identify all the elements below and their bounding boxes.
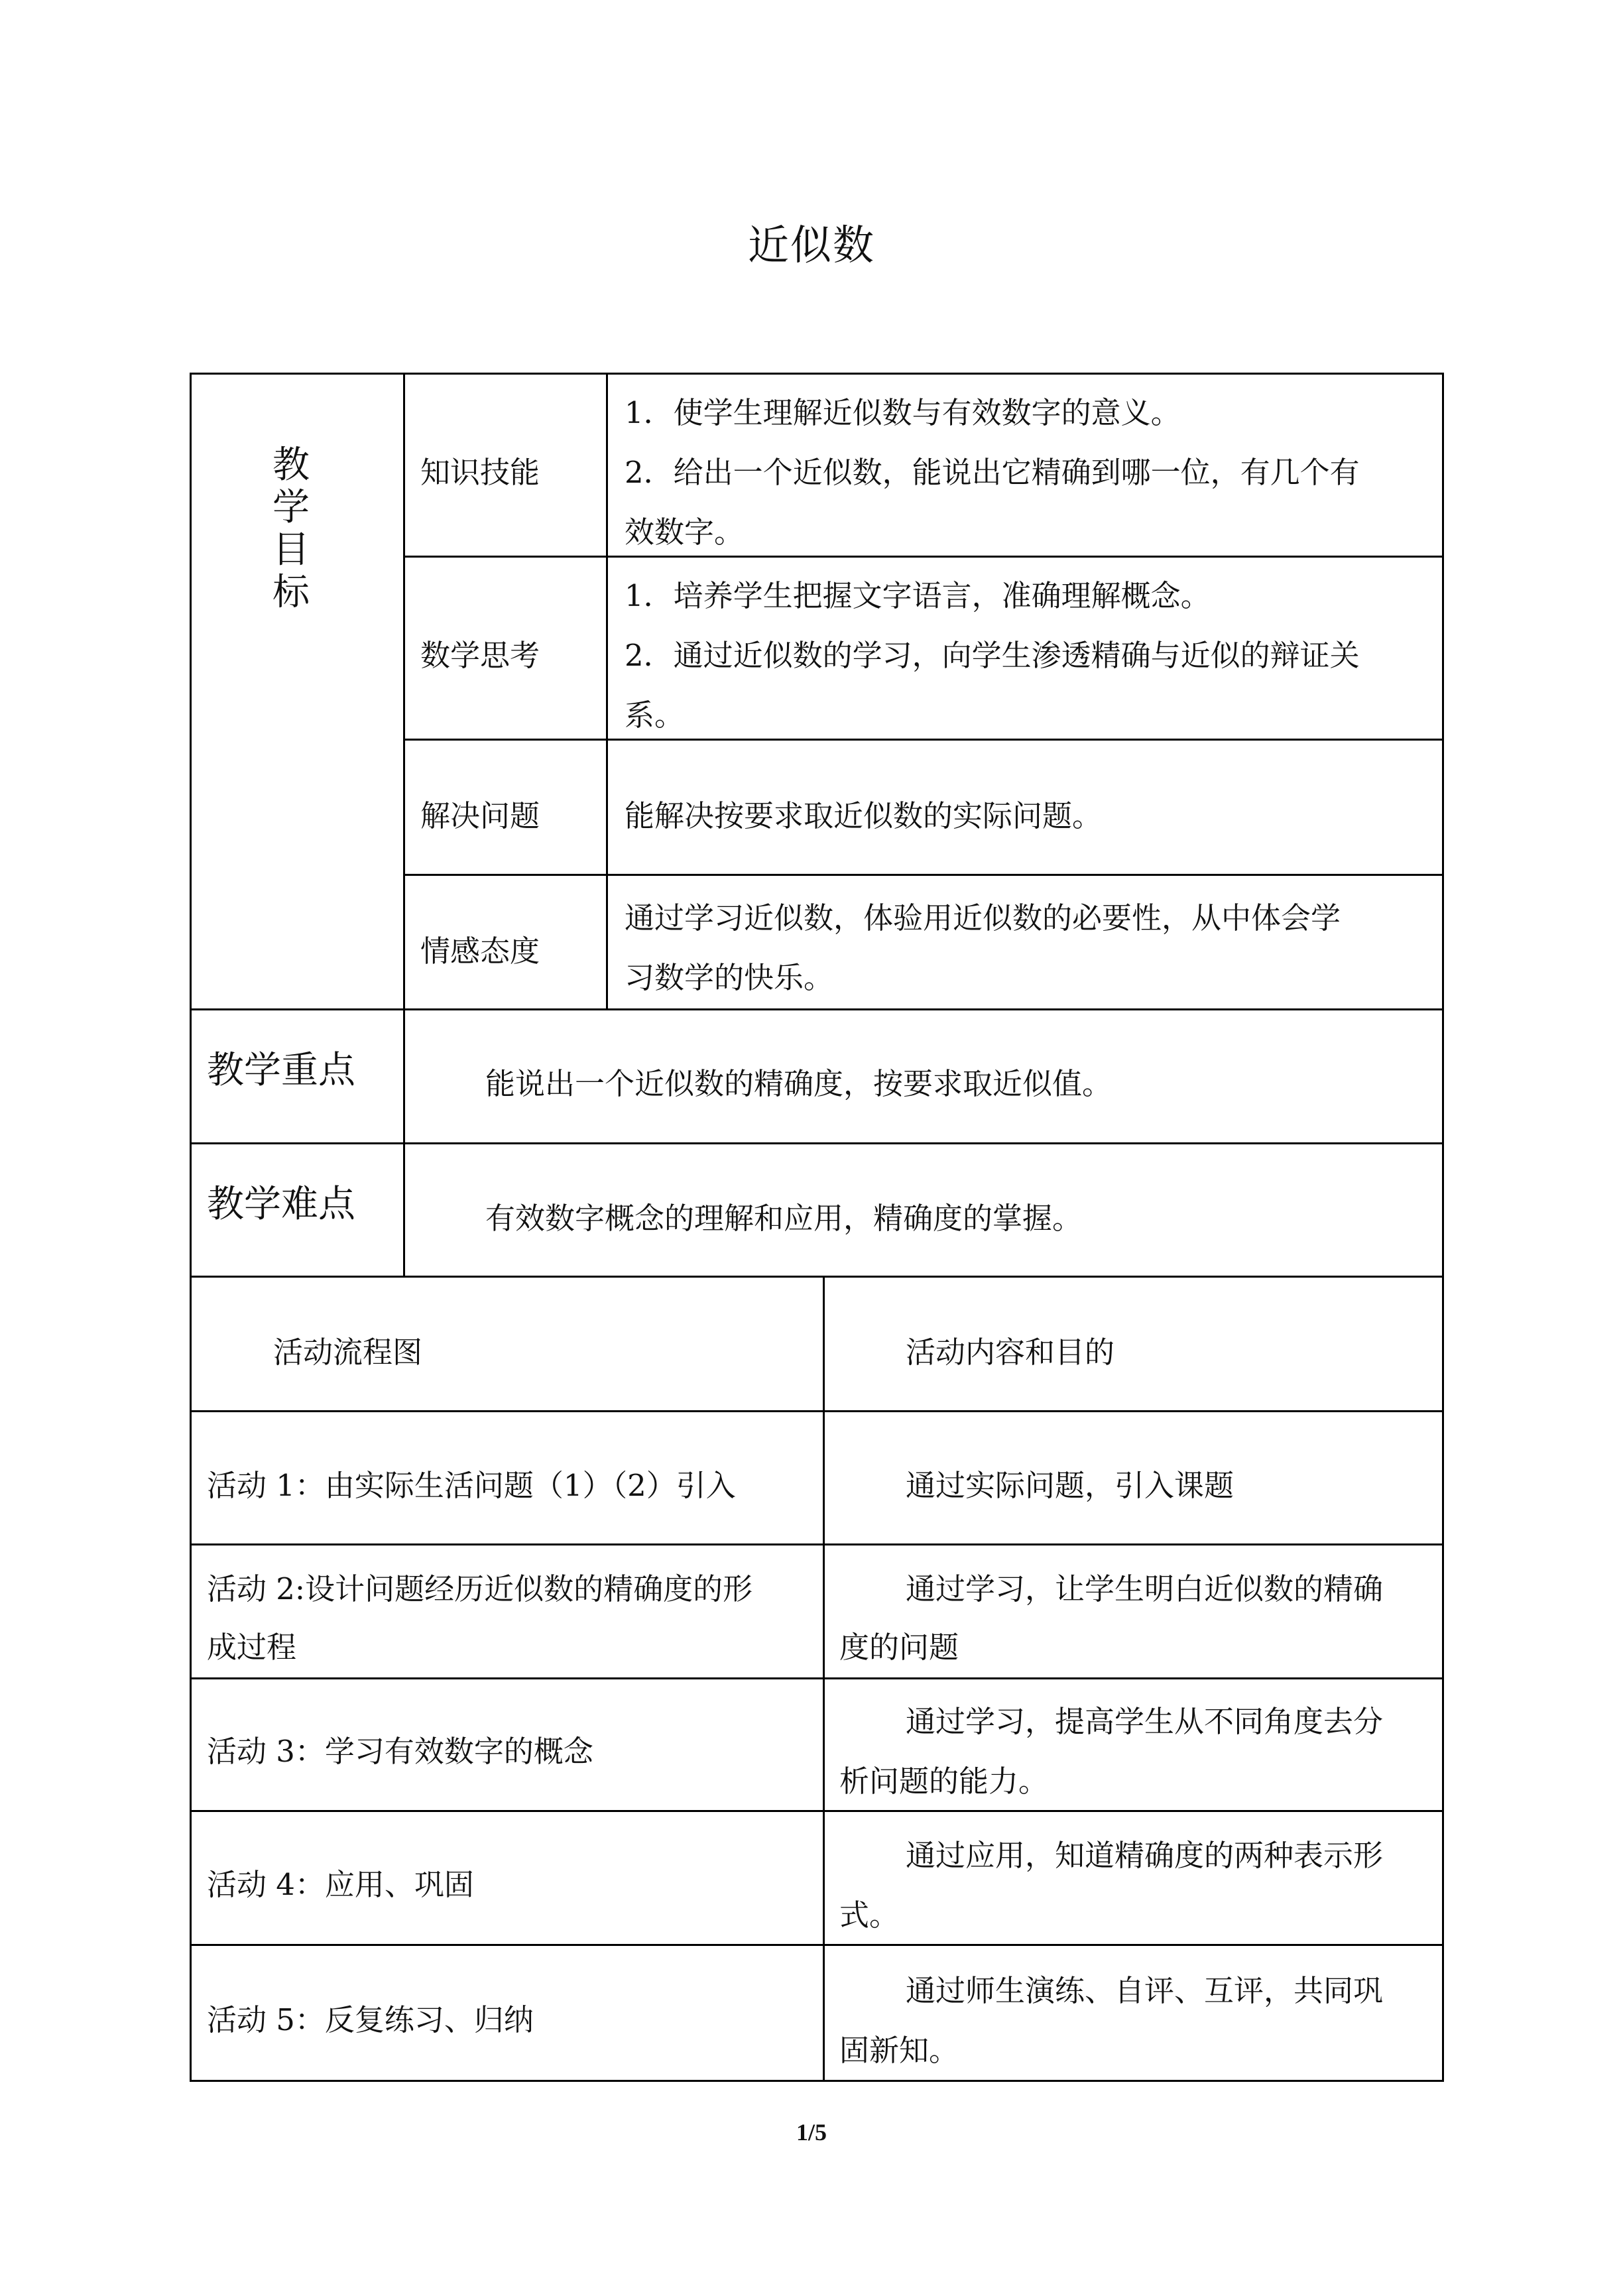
activity-name: 活动 2:设计问题经历近似数的精确度的形 [207,1571,753,1606]
objective-line: 系。 [625,697,685,733]
activity-name: 成过程 [207,1630,297,1665]
page-number: 1/5 [796,2119,827,2145]
page-title: 近似数 [747,221,875,269]
activity-purpose: 式。 [839,1898,900,1933]
objective-label: 知识技能 [420,455,540,490]
activity-name: 活动 5：反复练习、归纳 [207,2002,534,2037]
activity-name: 活动 1：由实际生活问题（1）（2）引入 [207,1468,736,1503]
activity-purpose: 通过师生演练、自评、互评，共同巩 [906,1973,1384,2008]
objective-line: 2．给出一个近似数，能说出它精确到哪一位，有几个有 [625,455,1360,490]
objective-label: 数学思考 [420,638,540,673]
objective-label: 解决问题 [420,798,540,833]
objective-line: 效数字。 [625,514,745,550]
activity-name: 活动 3：学习有效数字的概念 [207,1734,593,1769]
key-point-text: 能说出一个近似数的精确度，按要求取近似值。 [485,1066,1112,1101]
activities-header-right: 活动内容和目的 [906,1335,1115,1370]
objective-label: 情感态度 [420,934,540,969]
objective-line: 通过学习近似数，体验用近似数的必要性，从中体会学 [625,900,1341,936]
activity-name: 活动 4：应用、巩固 [207,1867,474,1902]
difficulty-label: 教学难点 [207,1183,355,1226]
activity-purpose: 通过学习，让学生明白近似数的精确 [906,1571,1384,1606]
objective-line: 习数学的快乐。 [625,960,834,995]
objective-line: 2．通过近似数的学习，向学生渗透精确与近似的辩证关 [625,638,1360,673]
activity-purpose: 通过应用，知道精确度的两种表示形 [906,1838,1384,1873]
activity-purpose: 固新知。 [839,2033,959,2068]
difficulty-text: 有效数字概念的理解和应用，精确度的掌握。 [485,1201,1083,1236]
objective-line: 1．使学生理解近似数与有效数字的意义。 [625,395,1181,430]
objective-line: 能解决按要求取近似数的实际问题。 [625,798,1103,833]
activity-purpose: 析问题的能力。 [839,1764,1049,1799]
activity-purpose: 度的问题 [839,1630,959,1665]
activity-purpose: 通过实际问题，引入课题 [906,1468,1234,1503]
objectives-label: 教 学 目 标 [272,444,310,614]
key-point-label: 教学重点 [207,1049,355,1092]
objective-line: 1．培养学生把握文字语言，准确理解概念。 [625,578,1211,613]
activity-purpose: 通过学习，提高学生从不同角度去分 [906,1704,1384,1739]
activities-header-left: 活动流程图 [273,1335,423,1370]
